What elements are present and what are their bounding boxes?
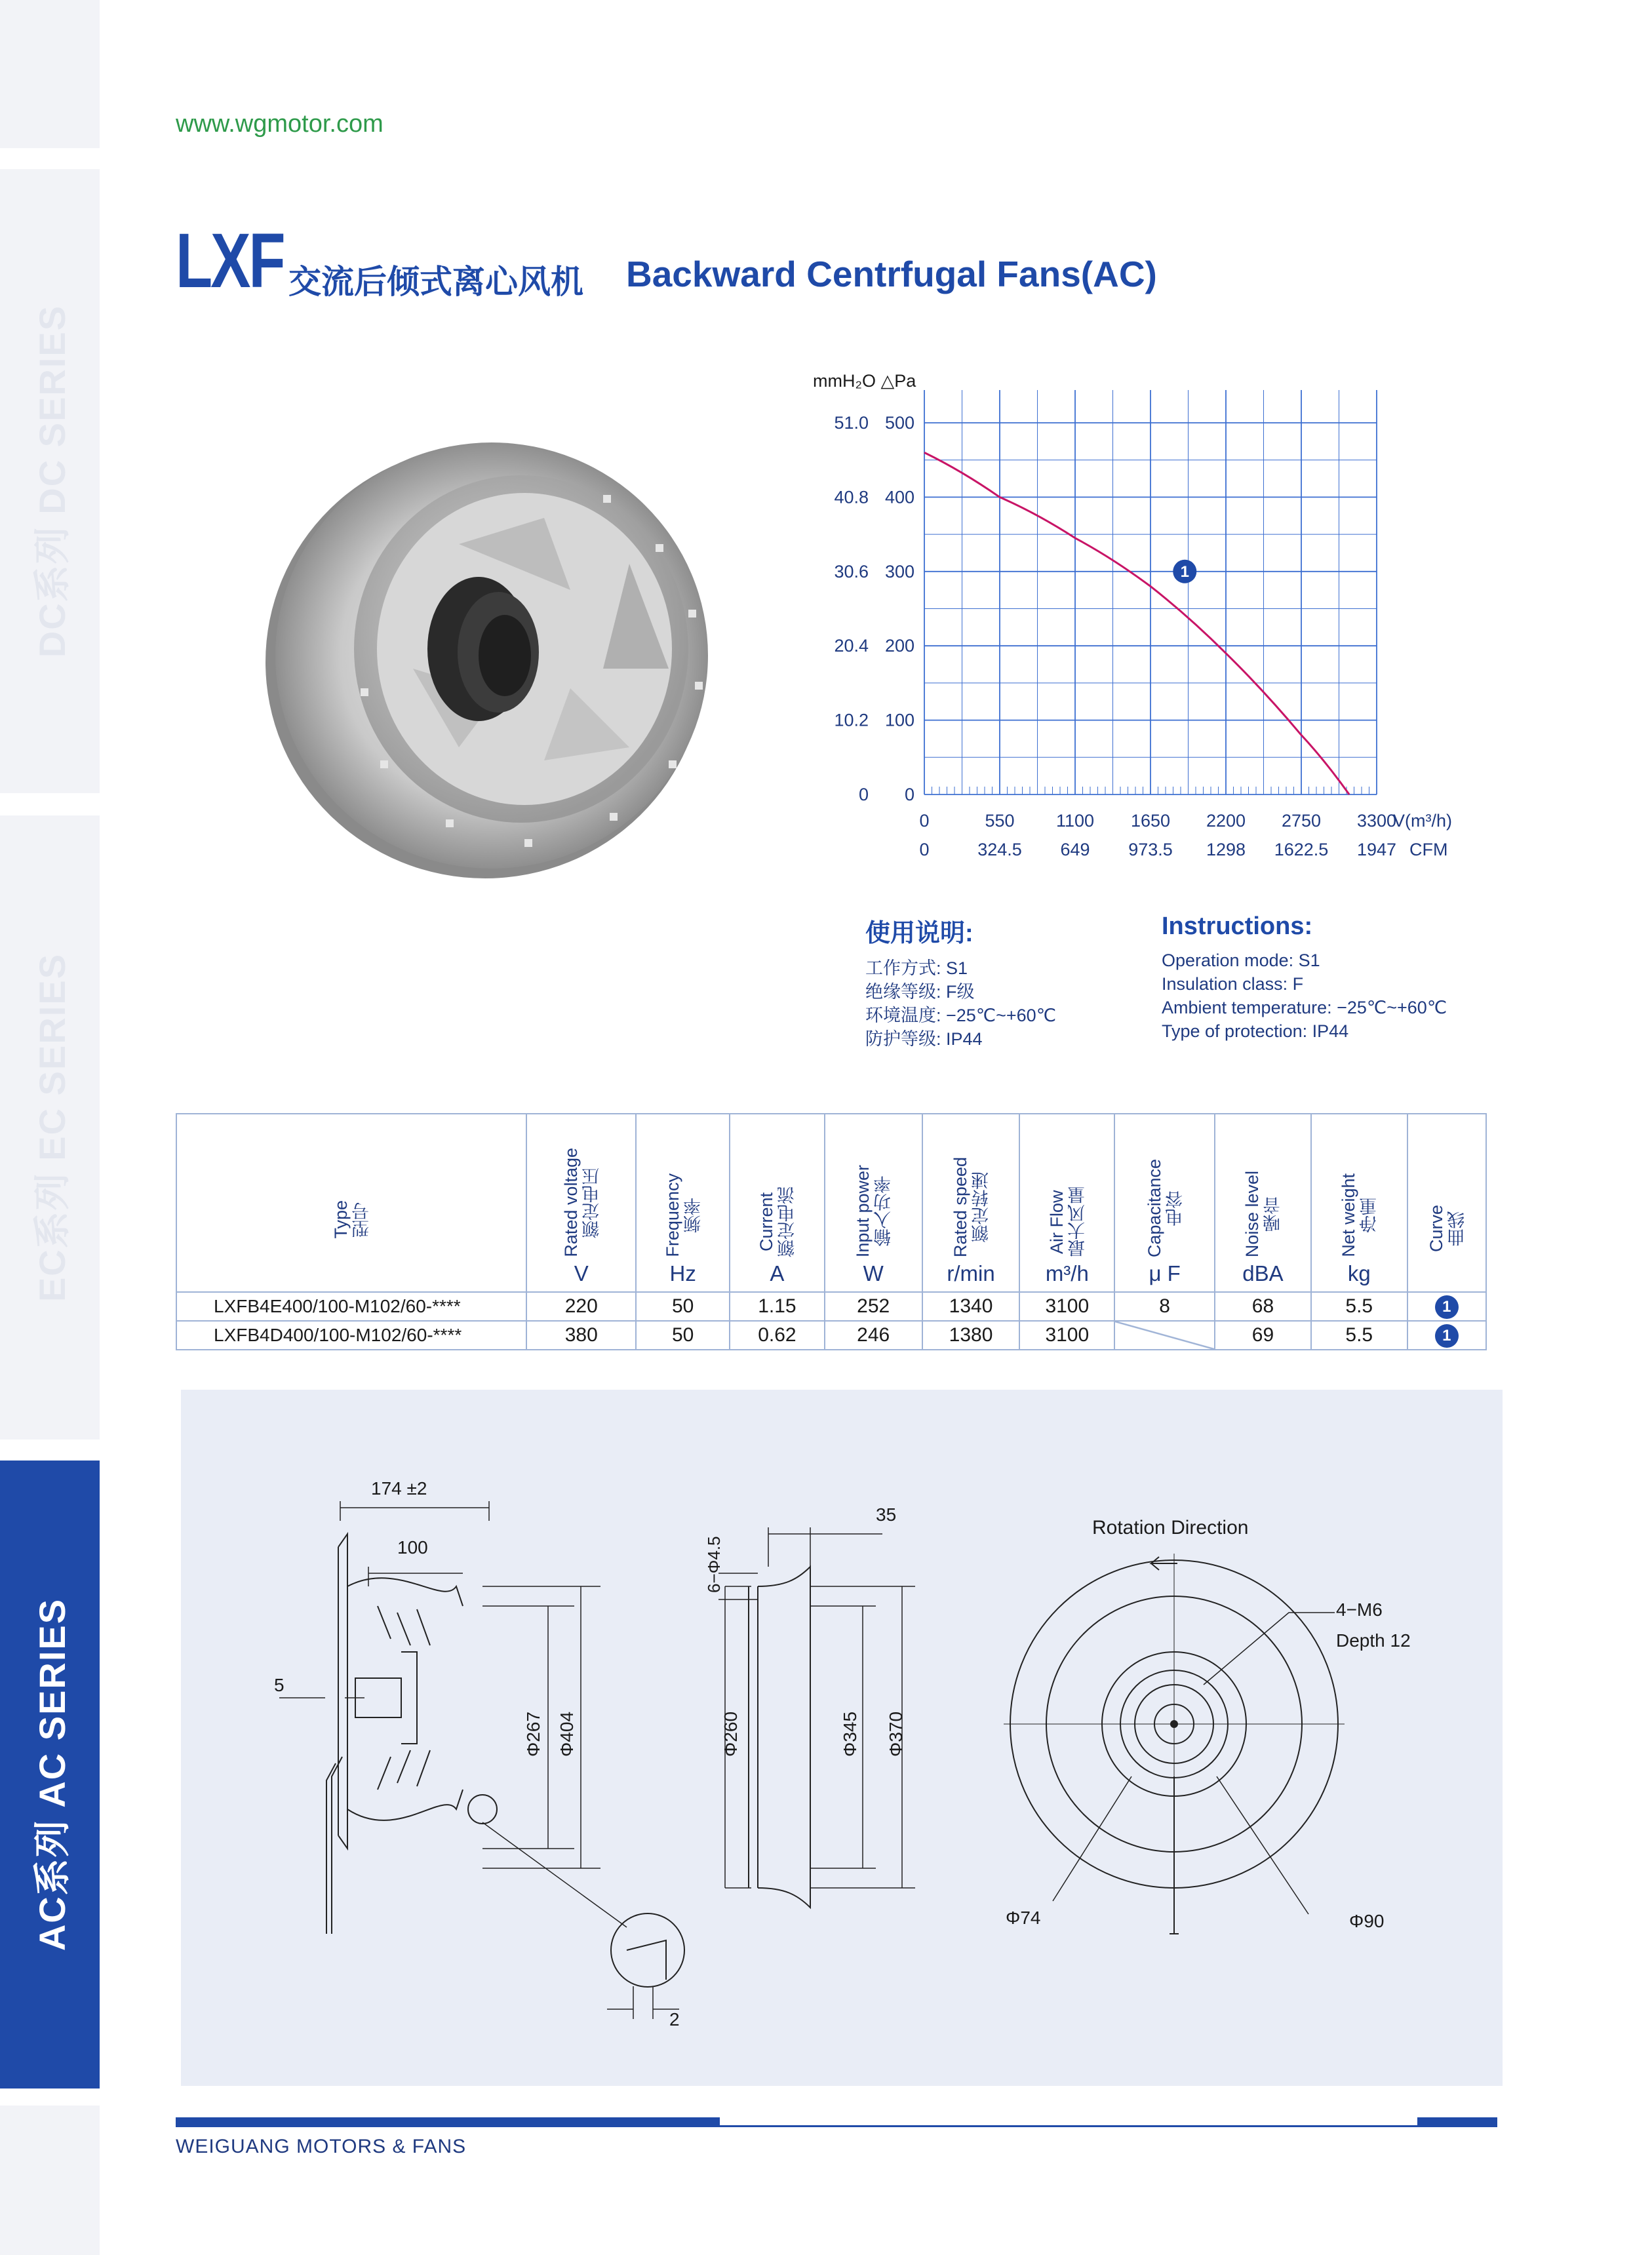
x-tick-label-m3h: 1650	[1130, 811, 1171, 831]
cell-power: 246	[825, 1321, 922, 1350]
y-tick-label-mmh2o: 51.0	[834, 413, 869, 433]
dim-d370: Φ370	[886, 1711, 906, 1757]
dim-d74: Φ74	[1006, 1908, 1041, 1928]
y-tick-label-mmh2o: 10.2	[834, 710, 869, 730]
chart-x2-ticks	[919, 840, 1396, 859]
dim-depth: 35	[876, 1504, 897, 1525]
cell-curve	[1407, 1292, 1486, 1321]
dim-holes: 6−Φ4.5	[704, 1536, 724, 1593]
x-tick-label-m3h: 0	[919, 811, 930, 831]
th-airflow: Air Flow 最大风量 m³/h	[1019, 1114, 1114, 1292]
th-speed: Rated speed 额定转速 r/min	[922, 1114, 1020, 1292]
y-tick-label-mmh2o: 20.4	[834, 636, 869, 656]
side-tab-dc-label: DC系列 DC SERIES	[31, 304, 73, 658]
site-url[interactable]: www.wgmotor.com	[176, 110, 384, 138]
chart-ylabel: mmH₂O △Pa	[813, 371, 916, 391]
side-tab-dc[interactable]	[0, 169, 100, 793]
x-tick-label-cfm: 973.5	[1128, 840, 1173, 859]
instructions-cn-heading: 使用说明:	[865, 920, 974, 947]
side-tab-ec[interactable]	[0, 815, 100, 1440]
product-code: LXF	[176, 218, 284, 304]
th-voltage: Rated voltage 额定电压 V	[526, 1114, 636, 1292]
x-tick-label-cfm: 324.5	[977, 840, 1022, 859]
cell-weight: 5.5	[1311, 1292, 1407, 1321]
dim-d260: Φ260	[720, 1711, 741, 1757]
th-type: Type 型号	[176, 1114, 526, 1292]
cell-airflow: 3100	[1019, 1292, 1114, 1321]
y-tick-label-pa: 0	[904, 785, 914, 804]
dim-d90: Φ90	[1349, 1911, 1385, 1931]
instructions-en-line: Type of protection: IP44	[1162, 1021, 1349, 1041]
cell-noise: 69	[1215, 1321, 1311, 1350]
cell-speed: 1340	[922, 1292, 1020, 1321]
instructions-cn-line: 绝缘等级: F级	[865, 982, 975, 1002]
dim-d267: Φ267	[523, 1711, 543, 1757]
th-curve: Curve 曲线	[1407, 1114, 1486, 1292]
x-tick-label-cfm: 649	[1060, 840, 1090, 859]
y-tick-label-pa: 300	[884, 561, 914, 581]
chart-series-marker-label: 1	[1180, 562, 1189, 581]
performance-chart	[787, 354, 1495, 865]
curve-badge: 1	[1435, 1324, 1459, 1348]
footer-line	[176, 2125, 1497, 2127]
instructions-cn-line: 防护等级: IP44	[865, 1029, 983, 1049]
chart-y-ticks-right	[885, 413, 914, 804]
chart-x-ticks	[919, 811, 1396, 831]
x-tick-label-cfm: 1298	[1206, 840, 1246, 859]
chart-x2-unit: CFM	[1409, 840, 1448, 859]
spec-table	[176, 1113, 1487, 1350]
dim-d345: Φ345	[840, 1711, 860, 1757]
side-tab-ec-label: EC系列 EC SERIES	[31, 952, 73, 1303]
instructions-en-line: Operation mode: S1	[1162, 951, 1320, 970]
title-cn: 交流后倾式离心风机	[288, 264, 583, 300]
cell-weight: 5.5	[1311, 1321, 1407, 1350]
curve-badge: 1	[1435, 1295, 1459, 1319]
th-current: Current 额定电流 A	[730, 1114, 825, 1292]
th-noise: Noise level 噪音 dBA	[1215, 1114, 1311, 1292]
y-tick-label-pa: 100	[884, 710, 914, 730]
side-view	[279, 1501, 684, 2019]
instructions-cn-line: 环境温度: −25℃~+60℃	[865, 1006, 1057, 1025]
instructions-cn	[865, 912, 1056, 1051]
chart-y-ticks-left	[834, 413, 869, 804]
instructions-en-line: Ambient temperature: −25℃~+60℃	[1162, 998, 1447, 1017]
footer-company: WEIGUANG MOTORS & FANS	[176, 2136, 467, 2157]
side-tab-bottom	[0, 2106, 100, 2255]
side-tab-ac-label: AC系列 AC SERIES	[31, 1598, 73, 1951]
chart-x-unit: V(m³/h)	[1393, 811, 1452, 831]
front-view	[1004, 1554, 1345, 1934]
y-tick-label-mmh2o: 30.6	[834, 561, 869, 581]
dim-offset: 5	[274, 1675, 285, 1695]
instructions-en-line: Insulation class: F	[1162, 974, 1304, 994]
x-tick-label-m3h: 2750	[1281, 811, 1322, 831]
cell-speed: 1380	[922, 1321, 1020, 1350]
y-tick-label-pa: 200	[884, 636, 914, 656]
instructions-cn-line: 工作方式: S1	[865, 958, 968, 978]
table-header-row	[176, 1114, 1486, 1292]
chart-grid	[924, 390, 1377, 794]
y-tick-label-pa: 400	[884, 487, 914, 507]
thread-spec: 4−M6	[1336, 1599, 1383, 1620]
technical-drawing	[181, 1390, 1503, 2086]
side-tab-top	[0, 0, 100, 148]
x-tick-label-m3h: 2200	[1206, 811, 1246, 831]
th-capacitance: Capacitance 电容 μ F	[1114, 1114, 1215, 1292]
x-tick-label-cfm: 1947	[1356, 840, 1397, 859]
cell-type: LXFB4D400/100-M102/60-****	[176, 1321, 526, 1350]
dim-inner: 100	[397, 1537, 428, 1558]
cell-voltage: 380	[526, 1321, 636, 1350]
cell-curve	[1407, 1321, 1486, 1350]
cell-frequency: 50	[636, 1321, 730, 1350]
cell-current: 0.62	[730, 1321, 825, 1350]
y-tick-label-mmh2o: 40.8	[834, 487, 869, 507]
x-tick-label-m3h: 550	[985, 811, 1015, 831]
cell-airflow: 3100	[1019, 1321, 1114, 1350]
thread-depth: Depth 12	[1336, 1630, 1411, 1651]
dim-gap: 2	[669, 2009, 680, 2030]
th-frequency: Frequency 频率 Hz	[636, 1114, 730, 1292]
x-tick-label-m3h: 3300	[1356, 811, 1397, 831]
cell-capacitance	[1114, 1321, 1215, 1350]
instructions-en-heading: Instructions:	[1162, 912, 1313, 940]
footer-bar-right	[1417, 2117, 1497, 2125]
title-en: Backward Centrfugal Fans(AC)	[626, 254, 1157, 294]
chart-series-line	[924, 452, 1349, 794]
cell-power: 252	[825, 1292, 922, 1321]
cell-voltage: 220	[526, 1292, 636, 1321]
cell-type: LXFB4E400/100-M102/60-****	[176, 1292, 526, 1321]
side-tab-ac[interactable]	[0, 1461, 100, 2088]
fan-product-image	[262, 393, 760, 892]
th-power: Input power 输入功率 W	[825, 1114, 922, 1292]
footer-bar	[176, 2117, 720, 2125]
rotation-direction: Rotation Direction	[1092, 1517, 1249, 1539]
x-tick-label-m3h: 1100	[1055, 811, 1095, 831]
dim-d404: Φ404	[557, 1711, 577, 1757]
cell-capacitance: 8	[1114, 1292, 1215, 1321]
th-weight: Net weight 净重 kg	[1311, 1114, 1407, 1292]
cell-current: 1.15	[730, 1292, 825, 1321]
x-tick-label-cfm: 1622.5	[1274, 840, 1329, 859]
y-tick-label-pa: 500	[884, 413, 914, 433]
table-row	[176, 1292, 1486, 1321]
instructions-en	[1162, 912, 1447, 1043]
dim-overall: 174 ±2	[371, 1478, 427, 1499]
cell-frequency: 50	[636, 1292, 730, 1321]
y-tick-label-mmh2o: 0	[858, 785, 869, 804]
x-tick-label-cfm: 0	[919, 840, 930, 859]
cell-noise: 68	[1215, 1292, 1311, 1321]
table-row	[176, 1321, 1486, 1350]
